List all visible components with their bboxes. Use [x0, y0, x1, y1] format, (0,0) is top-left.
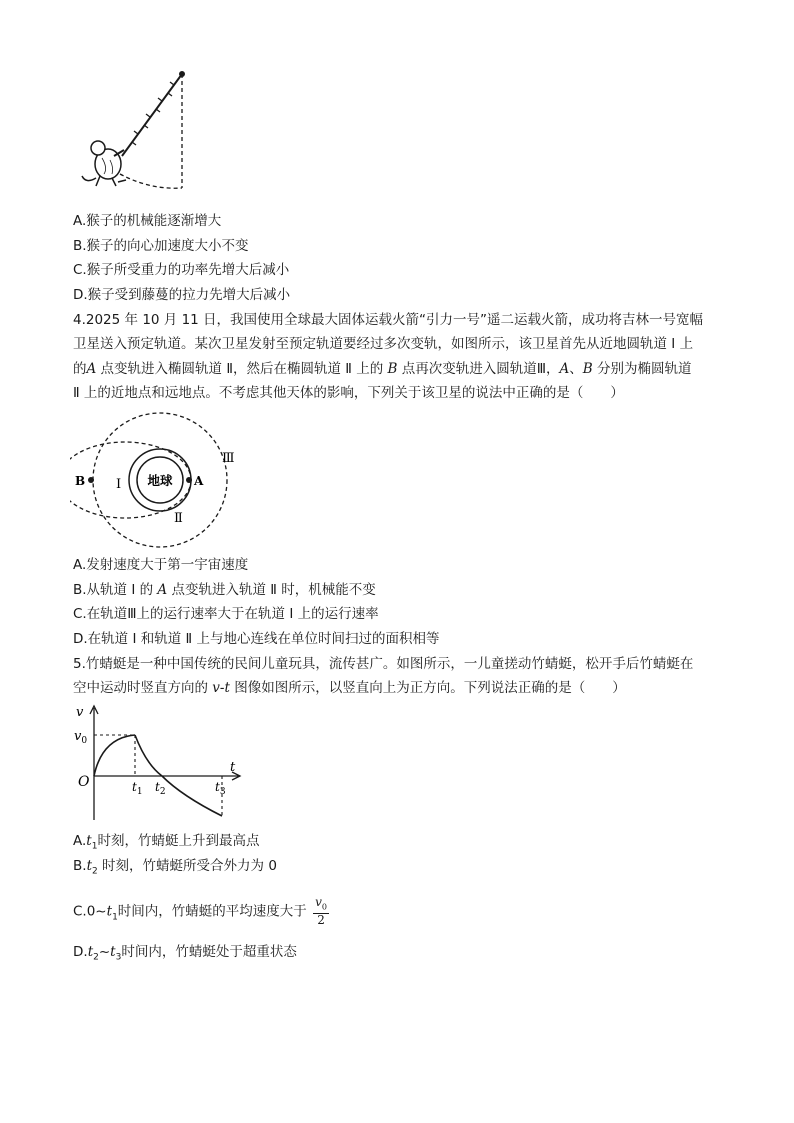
- v0-label: $v_0$: [74, 729, 88, 746]
- point-b: [88, 477, 94, 483]
- q3-option-b: B.猴子的向心加速度大小不变: [73, 238, 249, 254]
- vt-curve-rise: [94, 735, 135, 776]
- q5-stem-line2: 空中运动时竖直方向的 v-t 图像如图所示，以竖直向上为正方向。下列说法正确的是（ ）: [73, 680, 626, 696]
- point-b-label: B: [75, 474, 86, 488]
- t3-label: $t_3$: [215, 780, 226, 797]
- q5-stem-line1: 5.竹蜻蜓是一种中国传统的民间儿童玩具，流传甚广。如图所示，一儿童搓动竹蜻蜓，松开手后竹蜻蜓在: [73, 656, 694, 672]
- q4-stem-line2: 卫星送入预定轨道。某次卫星发射至预定轨道要经过多次变轨，如图所示，该卫星首先从近地圆轨道 Ⅰ 上: [73, 336, 694, 352]
- q5-option-a: $A.t_1$时刻，竹蜻蜓上升到最高点: [73, 833, 260, 852]
- origin-label: O: [78, 774, 90, 790]
- fraction-v0-over-2: $\frac{v_0}{2}$: [315, 895, 327, 928]
- q4-stem-line1: 4.2025 年 10 月 11 日，我国使用全球最大固体运载火箭“引力一号”遥二运载火箭，成功将吉林一号宽幅: [73, 312, 704, 328]
- q5-option-c: $C.0\sim t_1$时间内，竹蜻蜓的平均速度大于 $\frac{v_0}{2}$: [73, 895, 327, 928]
- q3-option-a: A.猴子的机械能逐渐增大: [73, 213, 222, 229]
- orbit-iii-label: Ⅲ: [222, 451, 235, 466]
- q4-option-b: B.从轨道 Ⅰ 的 A 点变轨进入轨道 Ⅱ 时，机械能不变: [73, 582, 376, 598]
- q3-option-d: D.猴子受到藤蔓的拉力先增大后减小: [73, 287, 291, 303]
- orbit-ii-label: Ⅱ: [174, 511, 183, 526]
- q4-option-a: A.发射速度大于第一宇宙速度: [73, 557, 249, 573]
- q4-stem-line3: 的A 点变轨进入椭圆轨道 Ⅱ，然后在椭圆轨道 Ⅱ 上的 B 点再次变轨进入圆轨道Ⅲ，A、B 分别为椭圆轨道: [73, 361, 692, 377]
- t1-label: $t_1$: [132, 780, 143, 797]
- q4-stem-line4: Ⅱ 上的近地点和远地点。不考虑其他天体的影响，下列关于该卫星的说法中正确的是（ ）: [73, 385, 624, 401]
- q5-option-b: $B.t_2$ 时刻，竹蜻蜓所受合外力为 0: [73, 858, 277, 877]
- monkey-vine-figure: [70, 64, 200, 194]
- vt-graph: [72, 702, 252, 828]
- monkey-icon: [82, 141, 126, 186]
- earth-label: 地球: [147, 473, 173, 488]
- q3-option-c: C.猴子所受重力的功率先增大后减小: [73, 262, 290, 278]
- t2-label: $t_2$: [155, 780, 166, 797]
- point-a-label: A: [194, 474, 204, 488]
- t-axis-label: t: [230, 760, 236, 775]
- point-a: [186, 477, 192, 483]
- q4-option-c: C.在轨道Ⅲ上的运行速率大于在轨道 Ⅰ 上的运行速率: [73, 606, 379, 622]
- q4-option-d: D.在轨道 Ⅰ 和轨道 Ⅱ 上与地心连线在单位时间扫过的面积相等: [73, 631, 440, 647]
- q5-option-d: $D.t_2\sim t_3$时间内，竹蜻蜓处于超重状态: [73, 944, 297, 963]
- orbit-i-label: Ⅰ: [116, 477, 122, 492]
- orbit-diagram: [70, 412, 250, 550]
- v-axis-label: v: [76, 705, 84, 720]
